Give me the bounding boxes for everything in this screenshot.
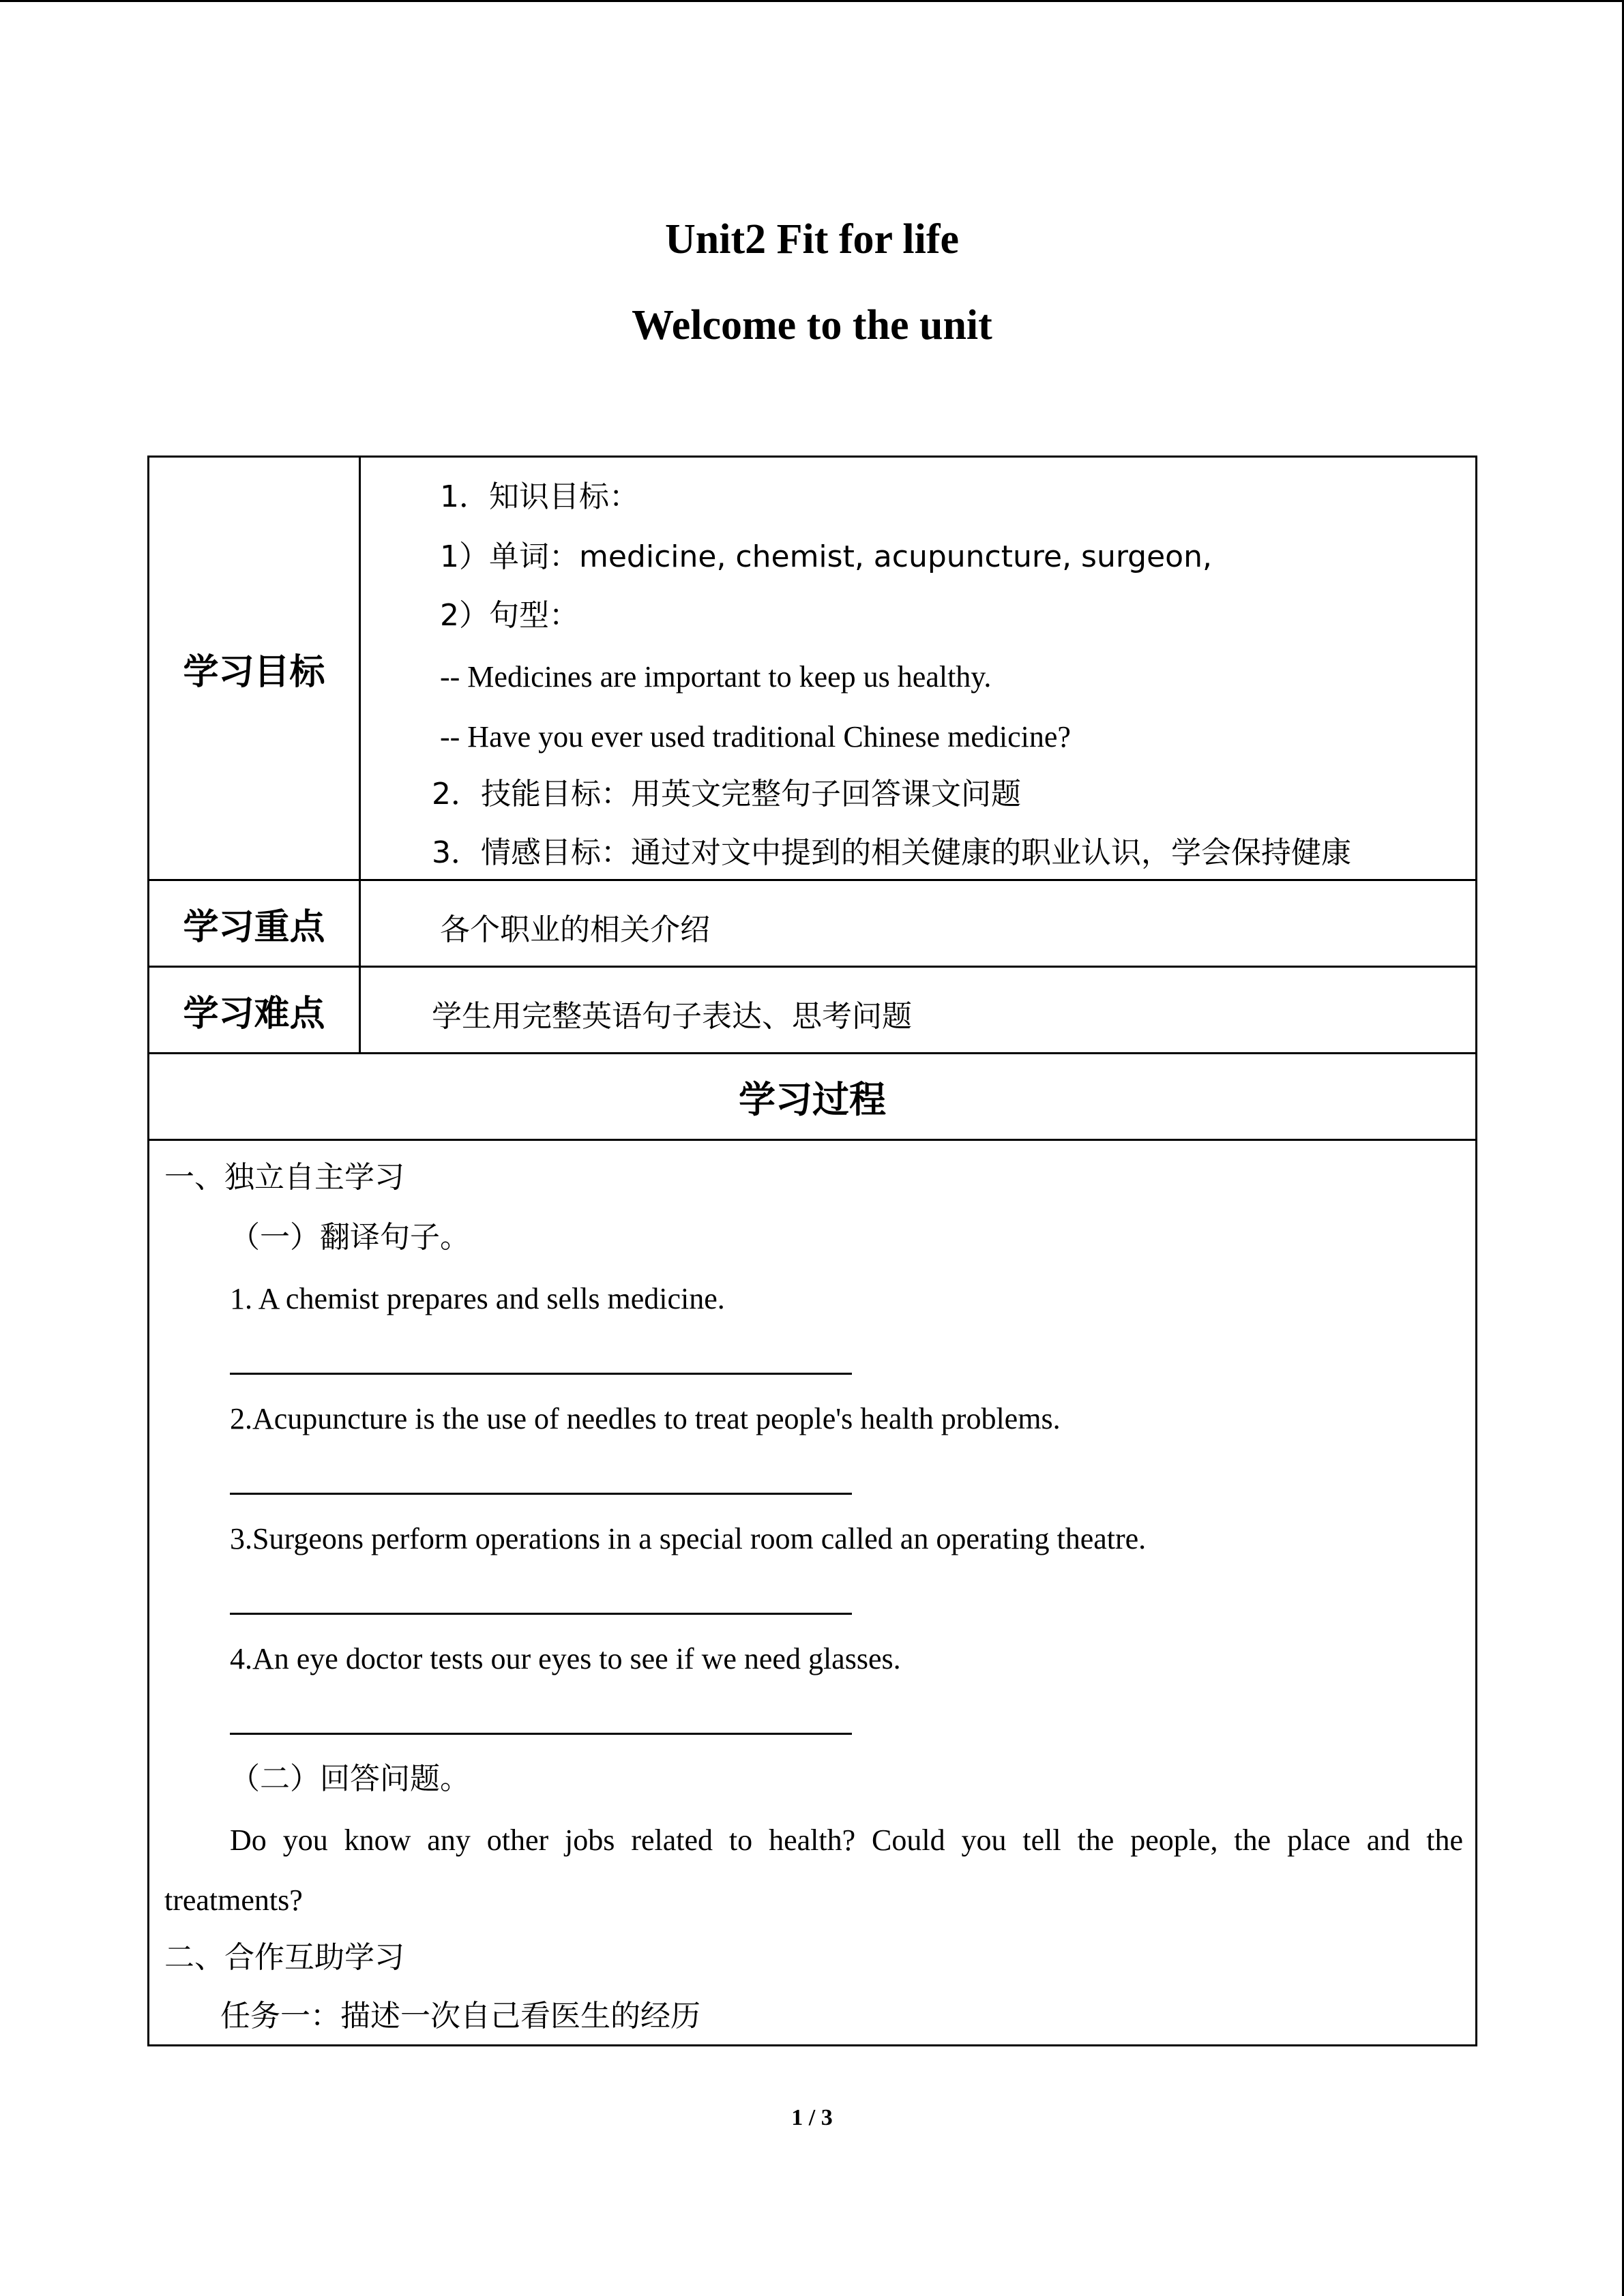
process-header-row bbox=[149, 1054, 1477, 1140]
key-points-content bbox=[360, 880, 1477, 967]
process-content bbox=[149, 1140, 1477, 2046]
lesson-plan-table bbox=[147, 456, 1477, 2046]
answer-blank-3[interactable] bbox=[230, 1613, 852, 1615]
task-1: 任务一：描述一次自己看医生的经历 bbox=[220, 1999, 700, 2033]
process-header: 学习过程 bbox=[149, 1054, 1477, 1140]
section-1-title: 一、独立自主学习 bbox=[164, 1160, 404, 1195]
page-indicator: 1 / 3 bbox=[791, 2105, 833, 2130]
objective-line: 2．技能目标：用英文完整句子回答课文问题 bbox=[432, 777, 1021, 811]
answer-blank-1[interactable] bbox=[230, 1373, 852, 1375]
objective-line: -- Medicines are important to keep us healthy. bbox=[440, 660, 992, 694]
sentence-3: 3.Surgeons perform operations in a special room called an operating theatre. bbox=[230, 1522, 1147, 1555]
objective-line bbox=[440, 539, 1212, 574]
document-title: Unit2 Fit for life bbox=[664, 216, 960, 263]
part-2-title: （二）回答问题。 bbox=[230, 1761, 470, 1796]
difficulties-row bbox=[149, 967, 1477, 1054]
key-points-text: 各个职业的相关介绍 bbox=[440, 912, 710, 947]
question-line-2: treatments? bbox=[164, 1883, 303, 1917]
part-1-title: （一）翻译句子。 bbox=[230, 1220, 470, 1255]
difficulties-content bbox=[360, 967, 1477, 1054]
answer-blank-2[interactable] bbox=[230, 1493, 852, 1495]
sentence-1: 1. A chemist prepares and sells medicine. bbox=[230, 1282, 725, 1315]
difficulties-text: 学生用完整英语句子表达、思考问题 bbox=[432, 999, 912, 1034]
page-top-border bbox=[0, 0, 1624, 2]
objective-words: 1）单词：medicine, chemist, acupuncture, surgeon, bbox=[440, 539, 1212, 574]
difficulties-label: 学习难点 bbox=[149, 967, 360, 1054]
objectives-row bbox=[149, 457, 1477, 880]
process-row bbox=[149, 1140, 1477, 2046]
objective-line: -- Have you ever used traditional Chinese medicine? bbox=[440, 720, 1071, 754]
objective-line: 3．情感目标：通过对文中提到的相关健康的职业认识，学会保持健康 bbox=[432, 835, 1351, 870]
sentence-2: 2.Acupuncture is the use of needles to treat people's health problems. bbox=[230, 1402, 1061, 1435]
objective-line: 2）句型： bbox=[440, 598, 579, 633]
question-text: Do you know any other jobs related to health? Could you tell the people, the place and the bbox=[230, 1823, 1463, 1857]
objectives-content bbox=[360, 457, 1477, 880]
objective-line: 1．知识目标： bbox=[440, 479, 639, 514]
section-2-title: 二、合作互助学习 bbox=[164, 1940, 404, 1975]
sentence-4: 4.An eye doctor tests our eyes to see if we need glasses. bbox=[230, 1642, 901, 1675]
key-points-row bbox=[149, 880, 1477, 967]
answer-blank-4[interactable] bbox=[230, 1733, 852, 1735]
objectives-label: 学习目标 bbox=[149, 457, 360, 880]
question-line-1 bbox=[230, 1825, 1463, 1855]
document-subtitle: Welcome to the unit bbox=[632, 302, 992, 348]
key-points-label: 学习重点 bbox=[149, 880, 360, 967]
